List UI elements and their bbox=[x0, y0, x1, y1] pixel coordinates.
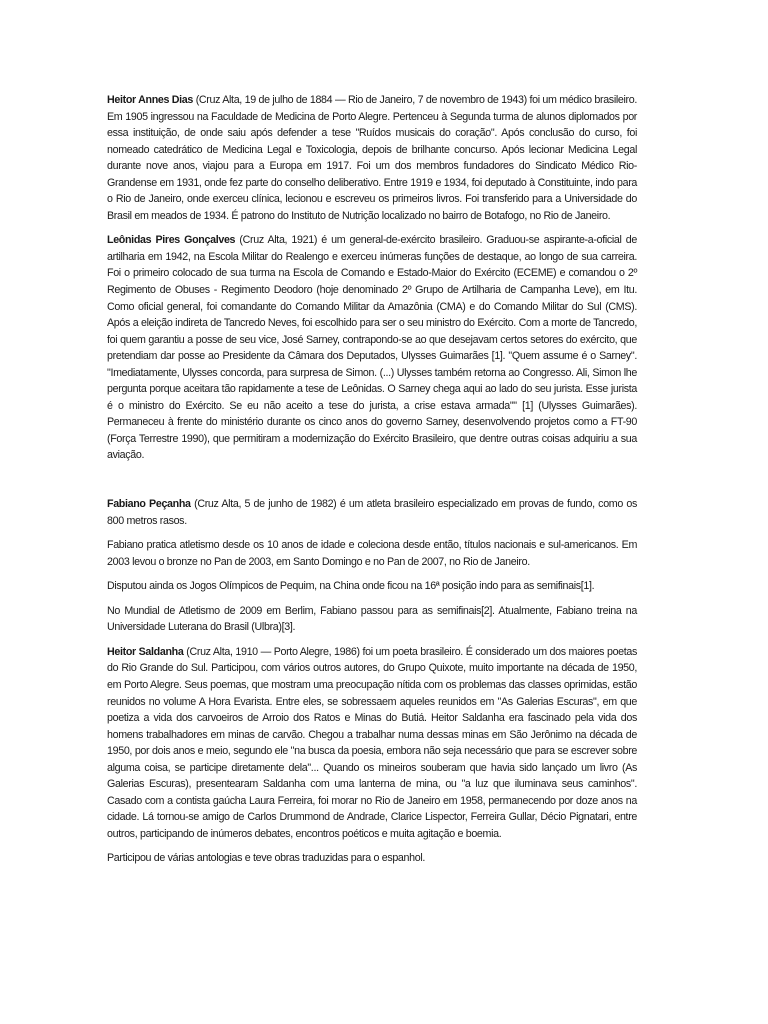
entry-paragraph: Fabiano pratica atletismo desde os 10 anos de idade e coleciona desde então, títulos nacionais e sul-americanos. Em 2003 levou o bronze no Pan de 2003, em Santo Domingo e no Pan de 2007, no Rio de Janeiro. bbox=[107, 539, 638, 568]
entry-text: (Cruz Alta, 1910 — Porto Alegre, 1986) foi um poeta brasileiro. É considerado um dos maiores poetas do Rio Grande do Sul. Participou, com vários outros autores, do Grupo Quixote, muito importante na década de 1950, em Porto Alegre. Seus poemas, que mostram uma preocupação nítida com os problemas das classes oprimidas, estão reunidos no volume A Hora Evarista. Entre eles, se sobressaem aqueles reunidos em "As Galerias Escuras", em que poetiza a vida dos carvoeiros de Arroio dos Ratos e Minas do Butiá. Heitor Saldanha era fascinado pela vida dos homens trabalhadores em minas de carvão. Chegou a trabalhar numa dessas minas em São Jerônimo na década de 1950, por dois anos e meio, segundo ele "na busca da poesia, embora não seja necessário que para se escrever sobre alguma coisa, se participe diretamente dela"... Quando os mineiros souberam que havia sido lançado um livro (As Galerias Escuras), presentearam Saldanha com uma lanterna de mina, ou "a luz que iluminava seus caminhos". Casado com a contista gaúcha Laura Ferreira, foi morar no Rio de Janeiro em 1958, permanecendo por doze anos na cidade. Lá tornou-se amigo de Carlos Drummond de Andrade, Clarice Lispector, Ferreira Gullar, Décio Pignatari, entre outros, participando de inúmeros debates, encontros poéticos e muita agitação e boemia. bbox=[107, 645, 638, 840]
entry-text: (Cruz Alta, 1921) é um general-de-exército brasileiro. Graduou-se aspirante-a-oficial de artilharia em 1942, na Escola Militar do Realengo e exerceu inúmeras funções de destaque, ao longo de sua carreira. Foi o primeiro colocado de sua turma na Escola de Comando e Estado-Maior do Exército (ECEME) e comandou o 2º Regimento de Obuses - Regimento Deodoro (hoje denominado 2º Grupo de Artilharia de Campanha Leve), em Itu. Como oficial general, foi comandante do Comando Militar da Amazônia (CMA) e do Comando Militar do Sul (CMS). Após a eleição indireta de Tancredo Neves, foi escolhido para ser o seu ministro do Exército. Com a morte de Tancredo, foi quem garantiu a posse de seu vice, José Sarney, contrapondo-se ao que desejavam certos setores do exército, que pretendiam dar posse ao Presidente da Câmara dos Deputados, Ulysses Guimarães [1]. "Quem assume é o Sarney". "Imediatamente, Ulysses concorda, para surpresa de Simon. (...) Ulysses também retorna ao Congresso. Ali, Simon lhe pergunta porque aceitara tão rapidamente a tese de Leônidas. O Sarney chega aqui ao lado do seu jurista. Esse jurista é o ministro do Exército. Se eu não aceito a tese do jurista, a crise estava armada"" [1] (Ulysses Guimarães). Permaneceu à frente do ministério durante os cinco anos do governo Sarney, desenvolvendo projetos como a FT-90 (Força Terrestre 1990), que permitiram a modernização do Exército Brasileiro, que dentre outras coisas adquiriu a sua aviação. bbox=[107, 234, 638, 462]
entry-heitor-annes-dias bbox=[107, 92, 637, 224]
entry-paragraph: No Mundial de Atletismo de 2009 em Berlim, Fabiano passou para as semifinais[2]. Atualmente, Fabiano treina na Universidade Luterana do Brasil (Ulbra)[3]. bbox=[107, 604, 638, 634]
entry-paragraph: Disputou ainda os Jogos Olímpicos de Pequim, na China onde ficou na 16ª posição indo para as semifinais[1]. bbox=[107, 580, 595, 593]
section-gap bbox=[107, 472, 637, 496]
entry-fabiano-pecanha bbox=[107, 496, 637, 529]
entry-name: Heitor Saldanha bbox=[107, 645, 184, 658]
entry-text: (Cruz Alta, 5 de junho de 1982) é um atleta brasileiro especializado em provas de fundo, como os 800 metros rasos. bbox=[107, 498, 638, 527]
document-page bbox=[107, 92, 637, 875]
entry-name: Fabiano Peçanha bbox=[107, 498, 191, 511]
entry-heitor-saldanha bbox=[107, 644, 637, 843]
entry-name: Leônidas Pires Gonçalves bbox=[107, 234, 236, 247]
entry-name: Heitor Annes Dias bbox=[107, 94, 194, 106]
entry-text: (Cruz Alta, 19 de julho de 1884 — Rio de Janeiro, 7 de novembro de 1943) foi um médico brasileiro. Em 1905 ingressou na Faculdade de Medicina de Porto Alegre. Pertenceu à Segunda turma de alunos diplomados por essa instituição, de onde saiu após defender a tese "Ruídos musicais do coração". Após conclusão do curso, foi nomeado catedrático de Medicina Legal e Toxicologia, depois de brilhante concurso. Após lecionar Medicina Legal durante nove anos, viajou para a Europa em 1917. Foi um dos membros fundadores do Sindicato Médico Rio-Grandense em 1931, onde fez parte do conselho deliberativo. Entre 1919 e 1934, foi deputado à Constituinte, indo para o Rio de Janeiro, onde exerceu clínica, lecionou e escreveu os primeiros livros. Foi transferido para a Universidade do Brasil em meados de 1934. É patrono do Instituto de Nutrição localizado no bairro de Botafogo, no Rio de Janeiro. bbox=[107, 94, 638, 222]
entry-paragraph: Participou de várias antologias e teve obras traduzidas para o espanhol. bbox=[107, 852, 426, 865]
entry-leonidas-pires-goncalves bbox=[107, 232, 637, 464]
